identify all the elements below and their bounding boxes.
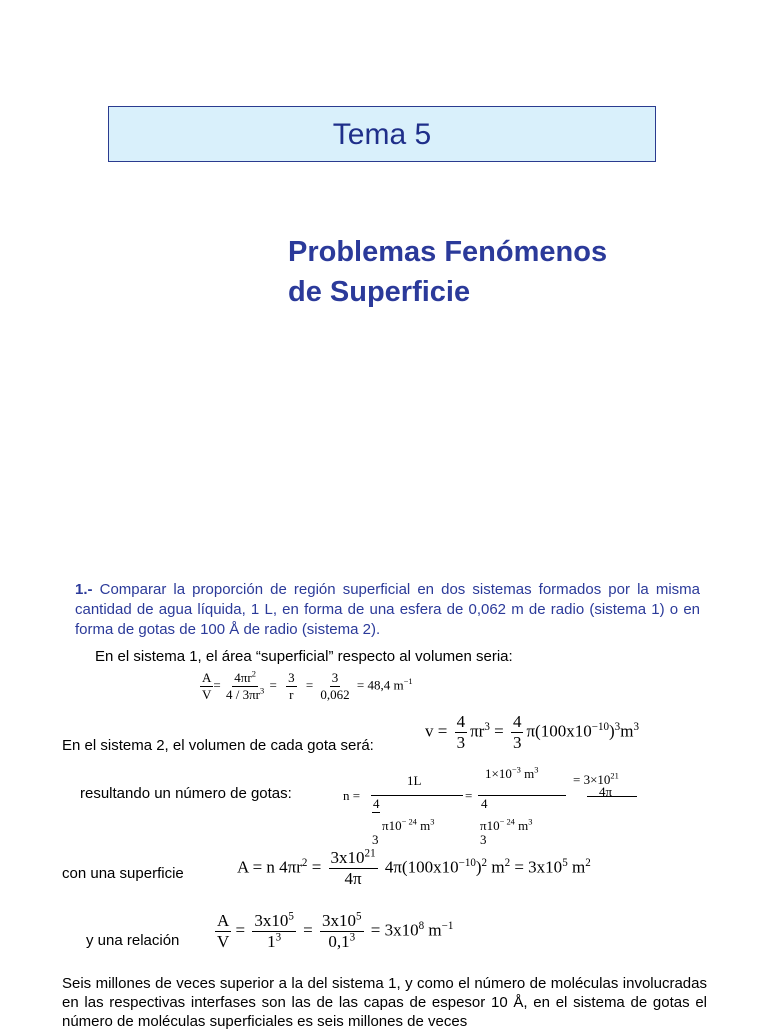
equation-drop-volume [425,712,639,753]
eq2-unit: m [620,721,634,741]
eq3-den1-d: 3 [372,832,379,847]
eq5-num1-exp: 5 [288,910,294,923]
eq3-lhs: n = [343,788,361,803]
eq4-tail2: ) [475,857,482,877]
eq4-result: = 3x10 [514,857,563,877]
eq1-num3: 3 [331,670,339,685]
eq1-result: = 48,4 m [356,677,404,693]
eq3-eq: = [465,788,473,803]
eq1-eq: = [213,677,221,693]
eq5-den2-exp: 3 [349,931,356,944]
equation-area-volume [200,670,413,703]
relation-text: y una relación [86,932,180,949]
eq3-den2-tail: π10 [480,818,500,833]
eq5-result: = 3x10 [370,920,419,940]
eq3-den1-unit: m [416,818,431,833]
eq3-rhs-exp: 21 [610,770,619,781]
equation-drop-count-denominators [372,818,572,848]
eq4-num-exp: 21 [364,847,376,860]
eq2-lhs: v = [425,721,448,741]
eq4-lhs-exp: 2 [301,856,308,869]
eq2-eq: = [494,721,504,741]
eq5-num2: 3x10 [322,911,356,930]
eq3-rhs-den: 4π [599,784,613,799]
eq4-unit: m [487,857,505,877]
eq2-cube: 3 [484,720,490,733]
eq3-den1-bar [372,812,380,813]
eq5-num2-exp: 5 [356,910,362,923]
eq3-den2-exp: − 24 [499,816,515,827]
system2-text: En el sistema 2, el volumen de cada gota será: [62,737,374,754]
eq5-a: A [217,911,230,930]
eq5-result-unit: m [424,920,442,940]
eq1-den3: 0,062 [320,687,350,702]
eq4-result-exp: 5 [562,856,568,869]
eq3-den1-n: 4 [373,796,380,811]
eq5-den2: 0,1 [328,932,350,951]
eq3-num2c: 3 [534,764,539,775]
eq3-den1-unit-exp: 3 [430,816,435,827]
surface-text: con una superficie [62,865,184,882]
eq3-num2a: 1×10 [485,766,512,781]
tema-title: Tema 5 [332,118,432,151]
main-title-line2: de Superficie [288,276,471,308]
eq3-den1-exp: − 24 [401,816,417,827]
eq4-result-unit: m [567,857,586,877]
equation-surface [237,848,591,889]
eq5-v: V [217,932,230,951]
eq1-sq: 2 [251,668,256,679]
eq2-num: 4 [456,712,466,731]
eq5-result-exp: 8 [418,919,425,932]
equation-relation [215,911,453,952]
drops-text: resultando un número de gotas: [80,785,292,802]
eq2-mid: πr [470,721,485,741]
eq1-result-exp: −1 [403,676,413,687]
eq2-num2: 4 [512,712,522,731]
eq4-tail2-exp: 2 [481,856,488,869]
eq1-eq3: = [305,677,314,693]
eq2-unit-exp: 3 [633,720,639,733]
eq3-bar2 [478,795,566,796]
eq5-eq: = [235,920,246,940]
problem-number: 1.- [75,581,93,598]
eq2-tail: π(100x10 [526,721,592,741]
eq5-num1: 3x10 [254,911,289,930]
eq4-eq: = [311,857,322,877]
eq3-num2exp: −3 [511,764,521,775]
eq3-bar3 [587,796,637,797]
eq4-tail-exp: −10 [458,856,476,869]
eq5-den1: 1 [267,932,276,951]
eq1-eq2: = [269,677,277,693]
eq3-den2-unit: m [514,818,529,833]
eq5-den1-exp: 3 [275,931,282,944]
eq5-result-unit-exp: −1 [441,919,454,932]
system1-text: En el sistema 1, el área “superficial” respecto al volumen seria: [95,648,513,665]
eq1-num2: 3 [288,670,295,685]
eq3-den1-tail: π10 [382,818,402,833]
eq2-tail2: ) [609,721,615,741]
eq1-v: V [202,687,212,702]
eq2-cube2: 3 [614,720,621,733]
main-title [288,232,708,312]
eq4-tail: 4π(100x10 [384,857,459,877]
eq2-den: 3 [456,733,466,752]
eq3-den2-d: 3 [480,832,487,847]
eq3-den2-unit-exp: 3 [528,816,533,827]
eq4-result-unit-exp: 2 [585,856,591,869]
eq3-num2b: m [520,766,535,781]
eq3-bar1 [371,795,463,796]
eq4-unit-exp: 2 [504,856,511,869]
problem-text: Comparar la proporción de región superficial en dos sistemas formados por la misma cantidad de agua líquida, 1 L, en forma de una esfera de 0,062 m de radio (sistema 1) o en forma de gotas de 100 Å de radio (sistema 2). [75,581,700,638]
eq3-rhs: = 3×10 [573,772,611,787]
eq1-den1: 4 / 3πr [225,687,260,702]
eq2-den2: 3 [512,733,522,752]
eq1-a: A [202,670,212,685]
eq4-den: 4π [344,869,362,888]
eq4-lhs: A = n 4πr [237,857,302,877]
eq5-eq2: = [303,920,313,940]
problem-statement [75,580,700,640]
conclusion-text: Seis millones de veces superior a la del sistema 1, y como el número de moléculas involucradas en las respectivas interfases son las de las capas de espesor 10 Å, en el sistema de gotas el número de moléculas superficiales es seis millones de veces [62,975,707,1030]
eq4-num: 3x10 [330,848,365,867]
eq3-num1: 1L [407,773,422,788]
eq2-exp1: −10 [591,720,609,733]
eq1-cube: 3 [260,685,265,696]
eq1-den2: r [289,687,294,702]
main-title-line1: Problemas Fenómenos [288,236,608,268]
eq1-num1: 4πr [234,670,252,685]
eq3-den2-n: 4 [481,796,488,811]
